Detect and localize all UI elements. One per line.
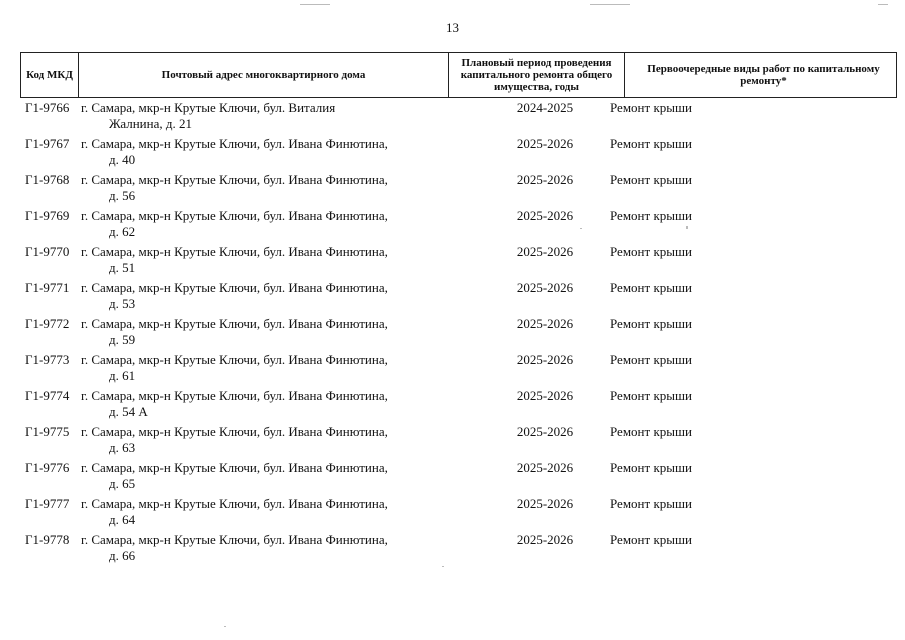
table-row [20,244,897,280]
scan-speck [442,566,444,567]
row-works: Ремонт крыши [610,136,692,151]
row-address-line2: д. 63 [109,440,136,455]
scan-speck [300,4,330,5]
row-works: Ремонт крыши [610,208,692,223]
row-address-line1: г. Самара, мкр-н Крутые Ключи, бул. Ивана Финютина, [81,244,388,259]
row-works: Ремонт крыши [610,352,692,367]
row-period: 2025-2026 [516,316,574,331]
row-code: Г1-9769 [25,208,70,223]
row-works: Ремонт крыши [610,172,692,187]
row-address-line2: д. 66 [109,548,136,563]
row-address-line1: г. Самара, мкр-н Крутые Ключи, бул. Ивана Финютина, [81,280,388,295]
row-address-line2: д. 51 [109,260,136,275]
row-address [81,244,431,276]
row-works: Ремонт крыши [610,280,692,295]
row-address [81,388,431,420]
row-period: 2025-2026 [516,136,574,151]
row-period: 2025-2026 [516,172,574,187]
row-address-line2: д. 53 [109,296,136,311]
row-code: Г1-9775 [25,424,70,439]
row-address [81,316,431,348]
row-code: Г1-9770 [25,244,70,259]
row-period: 2025-2026 [516,460,574,475]
row-period: 2025-2026 [516,280,574,295]
row-period: 2025-2026 [516,388,574,403]
row-code: Г1-9777 [25,496,70,511]
row-code: Г1-9772 [25,316,70,331]
header-address: Почтовый адрес многоквартирного дома [79,53,449,97]
row-code: Г1-9767 [25,136,70,151]
row-address [81,280,431,312]
row-address-line1: г. Самара, мкр-н Крутые Ключи, бул. Ивана Финютина, [81,460,388,475]
table-row [20,352,897,388]
row-code: Г1-9776 [25,460,70,475]
row-period: 2025-2026 [516,424,574,439]
row-period: 2025-2026 [516,532,574,547]
table-row [20,100,897,136]
row-address [81,496,431,528]
header-works: Первоочередные виды работ по капитальному ремонту* [647,63,880,87]
row-code: Г1-9766 [25,100,70,115]
scan-speck [580,228,582,229]
table-row [20,280,897,316]
row-address-line1: г. Самара, мкр-н Крутые Ключи, бул. Ивана Финютина, [81,136,388,151]
table-row [20,388,897,424]
row-address [81,100,431,132]
row-address-line2: д. 59 [109,332,136,347]
row-works: Ремонт крыши [610,244,692,259]
row-address-line1: г. Самара, мкр-н Крутые Ключи, бул. Ивана Финютина, [81,316,388,331]
header-code: Код МКД [21,53,79,97]
row-address [81,460,431,492]
table-row [20,532,897,568]
row-address-line1: г. Самара, мкр-н Крутые Ключи, бул. Ивана Финютина, [81,172,388,187]
row-code: Г1-9774 [25,388,70,403]
row-address [81,208,431,240]
scan-speck [878,4,888,5]
row-address-line1: г. Самара, мкр-н Крутые Ключи, бул. Ивана Финютина, [81,532,388,547]
row-address-line2: д. 56 [109,188,136,203]
table-row [20,208,897,244]
row-address-line1: г. Самара, мкр-н Крутые Ключи, бул. Ивана Финютина, [81,352,388,367]
table-row [20,136,897,172]
row-works: Ремонт крыши [610,532,692,547]
row-address-line1: г. Самара, мкр-н Крутые Ключи, бул. Виталия [81,100,336,115]
row-works: Ремонт крыши [610,424,692,439]
row-address [81,352,431,384]
header-period: Плановый период проведения капитального ремонта общего имущества, годы [449,53,625,97]
row-address-line2: д. 40 [109,152,136,167]
page-number: 13 [446,20,459,35]
row-address-line1: г. Самара, мкр-н Крутые Ключи, бул. Ивана Финютина, [81,208,388,223]
row-address-line2: д. 65 [109,476,136,491]
table-row [20,496,897,532]
table-header [20,52,897,98]
table-body [20,100,897,568]
row-works: Ремонт крыши [610,100,692,115]
row-address [81,172,431,204]
scan-speck [590,4,630,5]
row-address [81,136,431,168]
row-code: Г1-9778 [25,532,70,547]
row-period: 2025-2026 [516,244,574,259]
scan-speck [224,626,226,627]
row-address [81,532,431,564]
table-row [20,316,897,352]
table-row [20,460,897,496]
scan-speck [686,226,688,229]
row-address-line1: г. Самара, мкр-н Крутые Ключи, бул. Ивана Финютина, [81,424,388,439]
row-address [81,424,431,456]
row-address-line2: д. 62 [109,224,136,239]
row-period: 2025-2026 [516,496,574,511]
row-address-line2: д. 54 А [109,404,148,419]
row-works: Ремонт крыши [610,460,692,475]
row-address-line2: д. 61 [109,368,136,383]
row-works: Ремонт крыши [610,496,692,511]
row-address-line1: г. Самара, мкр-н Крутые Ключи, бул. Ивана Финютина, [81,496,388,511]
table-row [20,424,897,460]
row-period: 2025-2026 [516,352,574,367]
row-code: Г1-9773 [25,352,70,367]
row-works: Ремонт крыши [610,316,692,331]
row-code: Г1-9768 [25,172,70,187]
row-address-line2: Жалнина, д. 21 [109,116,192,131]
row-period: 2024-2025 [516,100,574,115]
row-period: 2025-2026 [516,208,574,223]
table-row [20,172,897,208]
row-code: Г1-9771 [25,280,70,295]
row-address-line2: д. 64 [109,512,136,527]
row-works: Ремонт крыши [610,388,692,403]
row-address-line1: г. Самара, мкр-н Крутые Ключи, бул. Ивана Финютина, [81,388,388,403]
